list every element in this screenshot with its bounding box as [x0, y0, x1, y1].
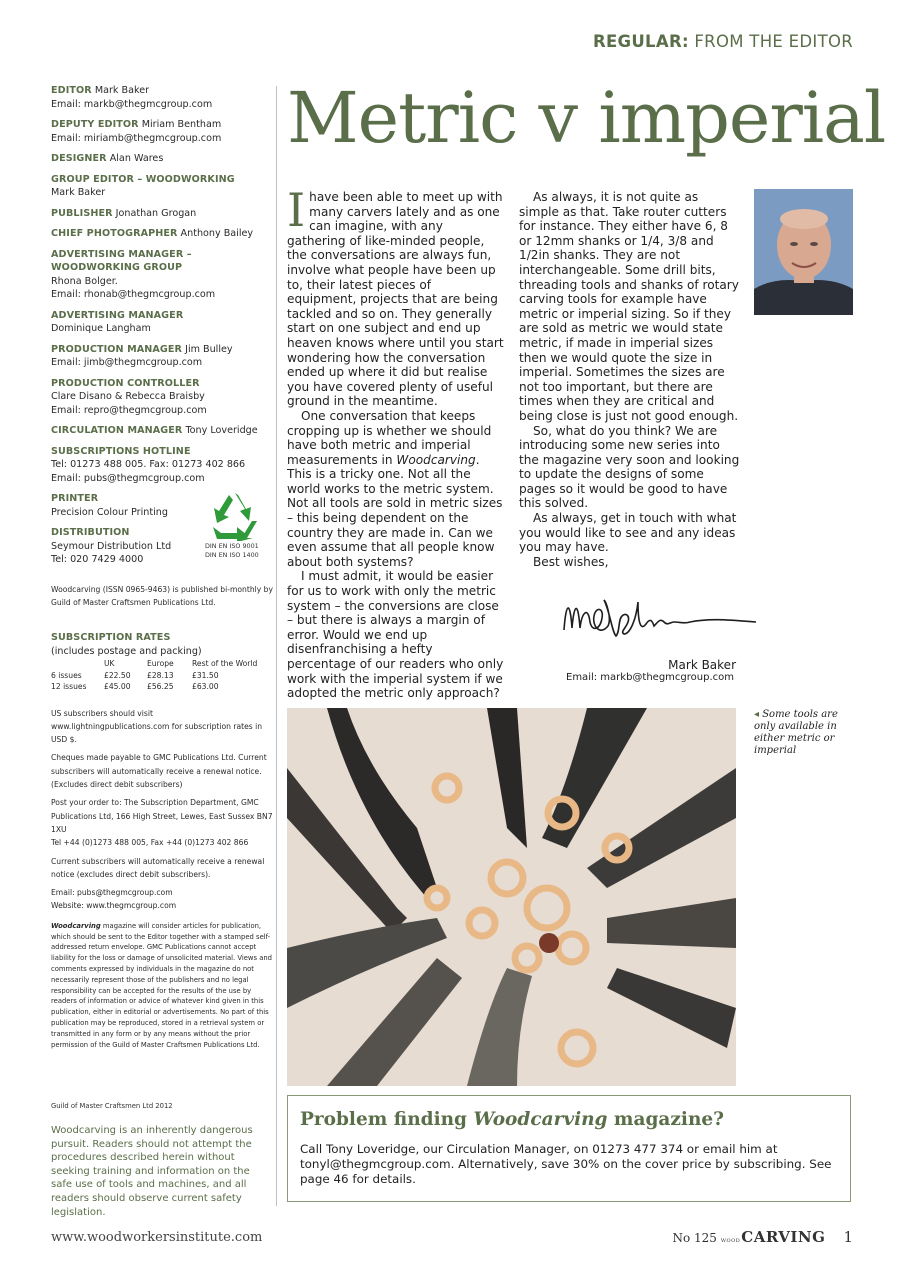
note-cheques: Cheques made payable to GMC Publications Ltd. Current subscribers will automatically receive a renewal notice. (Excludes direct debit subscribers)	[51, 753, 267, 790]
paragraph-5: So, what do you think? We are introducing some new series into the magazine very soon and looking to update the designs of some pages so it would be good to have this solved.	[519, 423, 740, 511]
din-line-1: DIN EN ISO 9001	[205, 542, 259, 550]
tools-photo	[287, 708, 736, 1086]
masthead-entry	[51, 227, 273, 241]
masthead-line: Mark Baker	[51, 187, 106, 198]
paragraph-2-text-a: One conversation that keeps cropping up is whether we should have both metric and imperial measurements in	[287, 408, 492, 467]
masthead-role: SUBSCRIPTIONS HOTLINE	[51, 445, 191, 457]
masthead-name: Alan Wares	[106, 153, 164, 164]
page-number: 1	[843, 1228, 853, 1246]
subscription-rates	[51, 631, 273, 693]
safety-notice: Woodcarving is an inherently dangerous pursuit. Readers should not attempt the procedures described herein without seeking training and information on the safe use of tools and machines, and all readers should observe current safety legislation.	[51, 1125, 253, 1218]
masthead-entry	[51, 377, 273, 418]
masthead-role: PUBLISHER	[51, 207, 113, 219]
masthead-entry-head	[51, 445, 273, 459]
paragraph-1-text: have been able to meet up with many carvers lately and as one can imagine, with any gathering of like-minded people, the conversations are always fun, involve what people have been up to, their latest pieces of equipment, projects that are being tackled and so on. They generally start on one subject and end up heaven knows where until you start wondering how the conversation ended up where it did but realise you have covered plenty of useful ground in the meantime.	[287, 190, 504, 409]
masthead-role: CIRCULATION MANAGER	[51, 425, 183, 436]
masthead-entry	[51, 343, 273, 370]
box-title-mag: Woodcarving	[473, 1109, 608, 1130]
caption-arrow-icon: ◂	[754, 709, 763, 720]
column-divider	[276, 86, 277, 1206]
rates-header-cell: UK	[104, 659, 115, 669]
note-website: Website: www.thegmcgroup.com	[51, 901, 177, 911]
masthead-role: PRODUCTION CONTROLLER	[51, 377, 200, 389]
editor-email: Email: markb@thegmcgroup.com	[566, 672, 734, 683]
legal-notice	[51, 921, 273, 1051]
din-certifications	[205, 542, 259, 560]
rates-cell: £63.00	[192, 682, 219, 692]
rates-cell: £45.00	[104, 682, 131, 692]
rates-row	[51, 670, 262, 682]
recycle-icon	[207, 491, 263, 541]
legal-mag-name: Woodcarving	[51, 921, 101, 930]
box-title	[300, 1109, 836, 1130]
paragraph-4: As always, it is not quite as simple as that. Take router cutters for instance. They either have 6, 8 or 12mm shanks or 1/4, 3/8 and 1/2in shanks. They are not interchangeable. Some drill bits, threading tools and shanks of rotary carving tools for example have metric or imperial sizing. So if they are sold as metric we would state metric, if made in imperial sizes then we would quote the size in imperial. Sometimes the sizes are not too important, but there are times when they are critical and being close is just not good enough.	[519, 190, 739, 423]
rates-header-cell: Rest of the World	[192, 659, 258, 669]
paragraph-6: As always, get in touch with what you would like to see and any ideas you may have.	[519, 511, 737, 555]
masthead-name: Jonathan Grogan	[112, 207, 197, 219]
masthead-entry-head	[51, 309, 273, 323]
masthead-name: Jim Bulley	[182, 343, 233, 355]
paragraph-4-text-b: in shanks. They are not interchangeable. Some drill bits, threading tools and shanks of rotary carving tools for example have metric or imperial sizing. So if they are sold as metric we would state metric, if made in imperial sizes then we would quote the size in imperial. Sometimes the sizes are not too important, but there are times when they are critical and being close is just not good enough.	[519, 248, 739, 423]
masthead-role: DEPUTY EDITOR	[51, 119, 139, 130]
masthead-entry-head	[51, 377, 273, 391]
masthead-name: Mark Baker	[91, 85, 150, 96]
subs-title: SUBSCRIPTION RATES	[51, 632, 171, 644]
rates-cell: £56.25	[147, 682, 174, 692]
magazine-logo	[721, 1228, 826, 1246]
logo-small: WOOD	[720, 1238, 741, 1244]
logo-text: CARVING	[741, 1228, 826, 1246]
masthead-entry-head	[51, 207, 273, 221]
distribution-tel: Tel: 020 7429 4000	[51, 554, 144, 565]
note-post: Post your order to: The Subscription Department, GMC Publications Ltd, 166 High Street, Lewes, East Sussex BN7 1XU	[51, 798, 273, 834]
article-column-1	[287, 183, 504, 701]
subscription-notes	[51, 707, 273, 913]
distribution-role: DISTRIBUTION	[51, 527, 130, 538]
masthead-line: Email: rhonab@thegmcgroup.com	[51, 289, 216, 300]
issue-number: No 125	[672, 1231, 717, 1245]
masthead-entry	[51, 152, 273, 166]
rates-table	[51, 658, 262, 693]
legal-text: magazine will consider articles for publication, which should be sent to the Editor together with a stamped self-addressed return envelope. GMC Publications cannot accept liability for the loss or damage of unsolicited material. Views and comments expressed by individuals in the magazine do not necessarily represent those of the publishers and no legal responsibility can be accepted for the results of the use by readers of information or advice of whatever kind given in this publication, either in editorial or advertisements. No part of this publication may be reproduced, stored in a retrieval system or transmitted in any form or by any means without the prior permission of the Guild of Master Craftsmen Publications Ltd.	[51, 921, 272, 1049]
portrait-illustration	[754, 189, 853, 315]
subs-subtitle: (includes postage and packing)	[51, 645, 202, 657]
rates-cell: £22.50	[104, 670, 131, 680]
masthead-entry	[51, 207, 273, 221]
masthead-role: GROUP EDITOR – WOODWORKING	[51, 173, 235, 185]
box-title-a: Problem finding	[300, 1109, 474, 1130]
masthead-name: Anthony Bailey	[177, 228, 254, 239]
article-column-2	[519, 190, 741, 569]
masthead-line: Tel: 01273 488 005. Fax: 01273 402 866	[51, 459, 246, 470]
printer-name: Precision Colour Printing	[51, 506, 168, 518]
masthead-entry-head	[51, 152, 273, 166]
fraction-half: 1/2	[519, 248, 539, 263]
rates-cell: £28.13	[147, 670, 174, 680]
editor-portrait	[754, 189, 853, 315]
masthead-role: ADVERTISING MANAGER – WOODWORKING GROUP	[51, 248, 192, 273]
masthead-entry	[51, 309, 273, 336]
masthead-line: Email: jimb@thegmcgroup.com	[51, 357, 203, 368]
printer-distribution-block	[51, 492, 273, 567]
masthead-line: Email: markb@thegmcgroup.com	[51, 98, 213, 110]
masthead-role: DESIGNER	[51, 153, 107, 164]
masthead-name: Miriam Bentham	[138, 119, 222, 130]
masthead-sidebar	[51, 84, 273, 1050]
section-header	[593, 32, 853, 51]
rates-cell: 6 issues	[51, 670, 82, 680]
caption-text: Some tools are only available in either metric or imperial	[754, 709, 838, 756]
masthead-entry	[51, 248, 273, 302]
copyright-line: Guild of Master Craftsmen Ltd 2012	[51, 1102, 173, 1110]
paragraph-4-text-a: As always, it is not quite as simple as that. Take router cutters for instance. They either have 6, 8 or 12mm shanks or	[519, 190, 728, 248]
note-email: Email: pubs@thegmcgroup.com	[51, 888, 173, 898]
masthead-entry-head	[51, 424, 273, 438]
note-tel: Tel +44 (0)1273 488 005, Fax +44 (0)1273 402 866	[51, 838, 249, 848]
masthead-entry	[51, 118, 273, 145]
distribution-name: Seymour Distribution Ltd	[51, 540, 172, 552]
masthead-entry	[51, 424, 273, 438]
masthead-line: Clare Disano & Rebecca Braisby	[51, 391, 205, 402]
paragraph-2-text-b: . This is a tricky one. Not all the world works to the metric system. Not all tools are sold in metric sizes – this being dependent on the country they are made in. Can we even assume that all people know about both systems?	[287, 452, 503, 569]
masthead-entry-head	[51, 84, 273, 98]
paragraph-7: Best wishes,	[533, 554, 609, 569]
paragraph-1	[287, 183, 504, 409]
photo-caption	[754, 709, 850, 757]
fraction-quarter: 1/4	[640, 233, 660, 248]
carving-tools-illustration	[287, 708, 736, 1086]
issn-statement: Woodcarving (ISSN 0965-9463) is published bi-monthly by Guild of Master Craftsmen Publications Ltd.	[51, 584, 273, 607]
footer-url[interactable]: www.woodworkersinstitute.com	[51, 1230, 263, 1245]
masthead-role: EDITOR	[51, 85, 92, 96]
footer-right	[672, 1228, 853, 1246]
rates-header-row	[51, 658, 262, 670]
masthead-entry-head	[51, 248, 273, 275]
masthead-entry-head	[51, 227, 273, 241]
fraction-three-eighths: 3/8	[667, 233, 688, 248]
din-line-2: DIN EN ISO 1400	[205, 551, 259, 559]
masthead-role: PRODUCTION MANAGER	[51, 343, 183, 355]
masthead-entry	[51, 173, 273, 200]
headline: Metric v imperial	[287, 77, 886, 159]
masthead-entry-head	[51, 173, 273, 187]
circulation-box	[287, 1095, 851, 1202]
rates-row	[51, 681, 262, 693]
box-title-b: magazine?	[607, 1109, 725, 1130]
masthead-role: CHIEF PHOTOGRAPHER	[51, 228, 178, 239]
paragraph-2-mag: Woodcarving	[396, 452, 476, 467]
masthead-line: Email: miriamb@thegmcgroup.com	[51, 132, 222, 144]
masthead-entry-head	[51, 343, 273, 357]
note-us: US subscribers should visit www.lightningpublications.com for subscription rates in USD $.	[51, 708, 263, 745]
masthead-line: Email: pubs@thegmcgroup.com	[51, 472, 205, 484]
rates-header-cell: Europe	[147, 659, 174, 669]
note-renewal: Current subscribers will automatically receive a renewal notice (excludes direct debit subscribers).	[51, 856, 265, 879]
masthead-line: Rhona Bolger.	[51, 275, 118, 287]
section-title: FROM THE EDITOR	[688, 32, 853, 51]
box-body: Call Tony Loveridge, our Circulation Manager, on 01273 477 374 or email him at tonyl@thegmcgroup.com. Alternatively, save 30% on the cover price by subscribing. See page 46 for details.	[300, 1142, 832, 1187]
printer-role: PRINTER	[51, 493, 99, 504]
masthead-entry	[51, 445, 273, 486]
masthead-role: ADVERTISING MANAGER	[51, 309, 184, 321]
editor-signature	[560, 592, 760, 652]
masthead-line: Dominique Langham	[51, 323, 151, 334]
masthead-line: Email: repro@thegmcgroup.com	[51, 404, 207, 416]
masthead-name: Tony Loveridge	[182, 425, 258, 436]
rates-cell: 12 issues	[51, 682, 87, 692]
masthead-entry-head	[51, 118, 273, 132]
paragraph-3: I must admit, it would be easier for us to work with only the metric system – the conversions are close – but there is always a margin of error. Would we end up disenfranchising a hefty percentage of our readers who only work with the imperial system if we adopted the metric only approach?	[287, 569, 504, 701]
rates-cell: £31.50	[192, 670, 219, 680]
section-label: REGULAR:	[592, 32, 689, 51]
drop-cap: I	[287, 183, 306, 237]
paragraph-2	[287, 409, 504, 570]
masthead-entry	[51, 84, 273, 111]
rates-header-cell	[51, 658, 104, 670]
editor-name: Mark Baker	[668, 658, 736, 672]
